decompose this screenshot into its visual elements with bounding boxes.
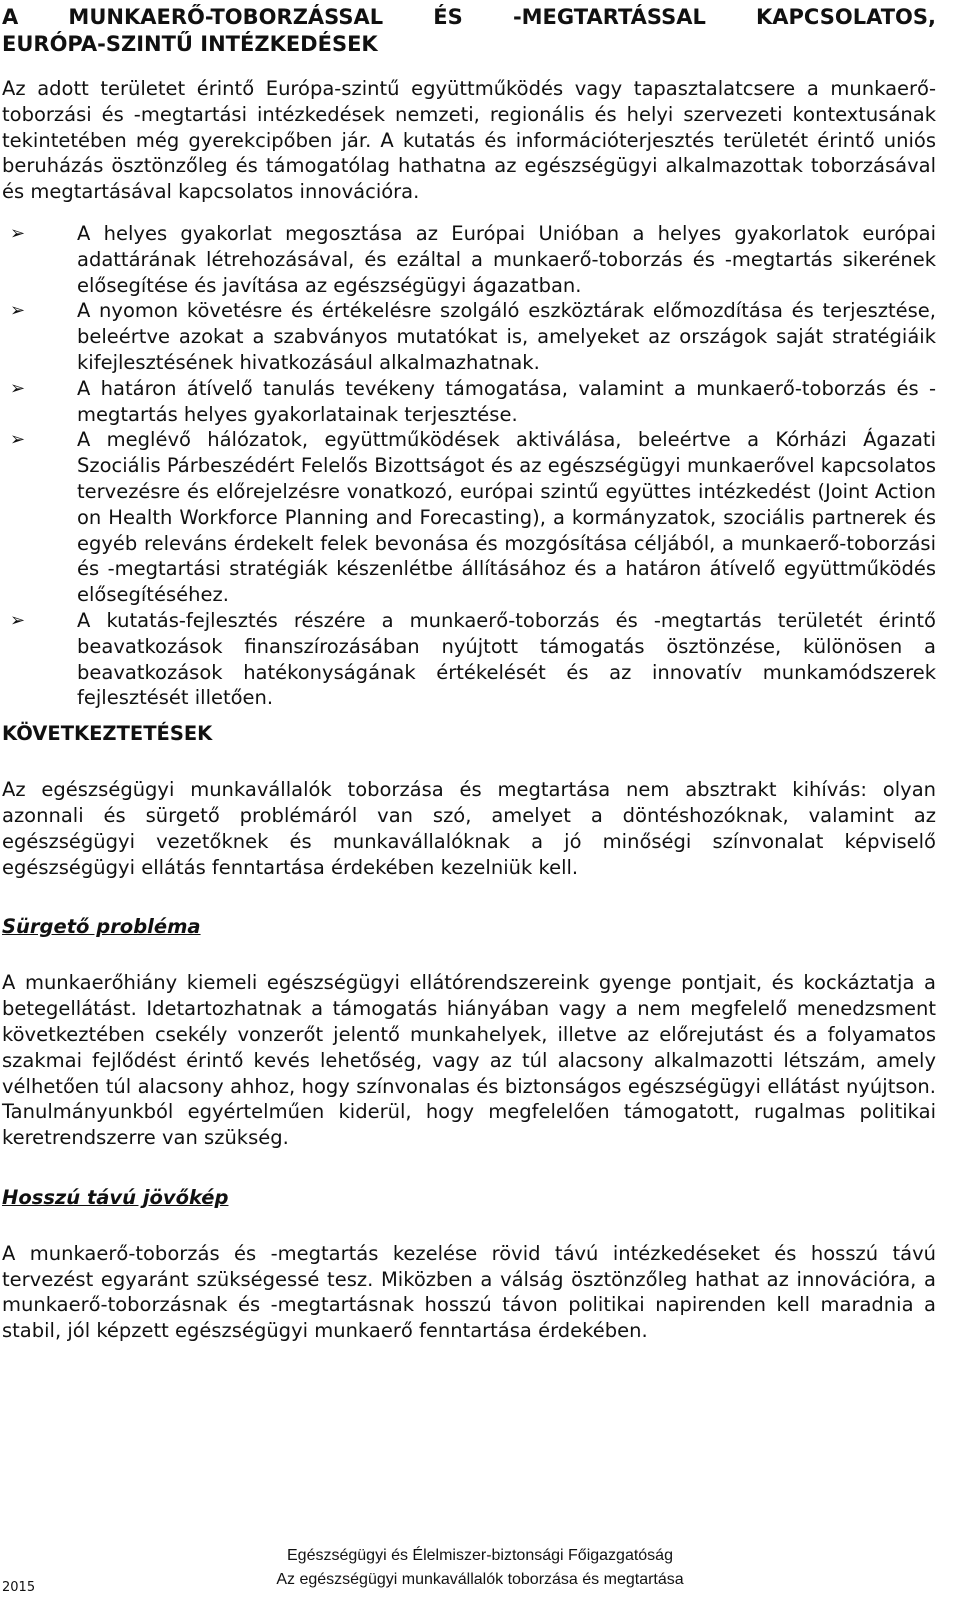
list-item	[2, 298, 936, 375]
document-body	[2, 4, 936, 1344]
list-item-text: A helyes gyakorlat megosztása az Európai Unióban a helyes gyakorlatok európai adattárának létrehozásával, és ezáltal a munkaerő-toborzás és -megtartás sikerének elősegítése és javítása az egészségügyi ágazatban.	[77, 221, 936, 297]
long-term-vision-paragraph: A munkaerő-toborzás és -megtartás kezelése rövid távú intézkedéseket és hosszú távú tervezést egyaránt szükségessé tesz. Miközben a válság ösztönzőleg hathat az innovációra, a munkaerő-toborzásnak és -megtartásnak hosszú távon politikai napirenden kell maradnia a stabil, jól képzett egészségügyi munkaerő fenntartása érdekében.	[2, 1241, 936, 1343]
title-line-2: EURÓPA-SZINTŰ INTÉZKEDÉSEK	[2, 32, 378, 56]
long-term-vision-heading: Hosszú távú jövőkép	[2, 1185, 229, 1209]
list-item	[2, 427, 936, 608]
title-line-1: A MUNKAERŐ-TOBORZÁSSAL ÉS -MEGTARTÁSSAL KAPCSOLATOS,	[2, 5, 936, 29]
list-item-text: A kutatás-fejlesztés részére a munkaerő-toborzás és -megtartás területét érintő beavatkozások finanszírozásában nyújtott támogatás ösztönzése, különösen a beavatkozások hatékonyságának értékelését és az innovatív munkamódszerek fejlesztését illetően.	[77, 608, 936, 710]
intro-paragraph: Az adott területet érintő Európa-szintű együttműködés vagy tapasztalatcsere a munkaerő-toborzási és -megtartási intézkedések nemzeti, regionális és helyi szervezeti kontextusának tekintetében még gyerekcipőben jár. A kutatás és információterjesztés területét érintő uniós beruházás ösztönzőleg és támogatólag hathatna az egészségügyi alkalmazottak toborzásával és megtartásával kapcsolatos innovációra.	[2, 77, 936, 204]
urgent-problem-paragraph: A munkaerőhiány kiemeli egészségügyi ellátórendszereink gyenge pontjait, és kockáztatja a betegellátást. Idetartozhatnak a támogatás hiányában vagy a nem megfelelő menedzsment következtében csekély vonzerőt jelentő munkahelyek, illetve az előrejutást és a folyamatos szakmai fejlődést érintő kevés lehetőség, vagy az túl alacsony alkalmazotti létszám, amely vélhetően túl alacsony ahhoz, hogy színvonalas és biztonságos egészségügyi ellátást nyújtson. Tanulmányunkból egyértelműen kiderül, hogy megfelelően támogatott, rugalmas politikai keretrendszerre van szükség.	[2, 971, 936, 1150]
footer-org-line-2: Az egészségügyi munkavállalók toborzása és megtartása	[276, 1571, 684, 1588]
footer-organization	[265, 1544, 695, 1592]
arrow-bullet-icon: ➢	[10, 222, 26, 244]
list-item-text: A nyomon követésre és értékelésre szolgáló eszköztárak előmozdítása és terjesztése, beleértve azokat a szabványos mutatókat is, amelyeket az országok saját stratégiáik kifejlesztésének hivatkozásául alkalmazhatnak.	[77, 299, 936, 374]
arrow-bullet-icon: ➢	[10, 609, 26, 631]
footer-year: 2015	[2, 1580, 36, 1595]
list-item	[2, 608, 936, 711]
list-item	[2, 221, 936, 298]
arrow-bullet-icon: ➢	[10, 429, 26, 451]
list-item-text: A meglévő hálózatok, együttműködések aktiválása, beleértve a Kórházi Ágazati Szociális Párbeszédért Felelős Bizottságot és az egészségügyi munkaerővel kapcsolatos tervezésre és előrejelzésre vonatkozó, európai szintű együttes intézkedést (Joint Action on Health Workforce Planning and Forecasting), a kormányzatok, szociális partnerek és egyéb releváns érdekelt felek bevonása és mozgósítása céljából, a munkaerő-toborzási és -megtartási stratégiák készenlétbe állításához és a határon átívelő együttműködés elősegítéséhez.	[77, 428, 936, 607]
urgent-problem-heading: Sürgető probléma	[2, 915, 201, 939]
list-item-text: A határon átívelő tanulás tevékeny támogatása, valamint a munkaerő-toborzás és -megtartás helyes gyakorlatainak terjesztése.	[77, 376, 936, 426]
arrow-bullet-icon: ➢	[10, 300, 26, 322]
page-title	[2, 4, 936, 58]
list-item	[2, 376, 936, 428]
conclusions-paragraph: Az egészségügyi munkavállalók toborzása és megtartása nem absztrakt kihívás: olyan azonnali és sürgető problémáról van szó, amelyet a döntéshozóknak, valamint az egészségügyi vezetőknek és munkavállalóknak a jó minőségi színvonalat képviselő egészségügyi ellátás fenntartása érdekében kezelniük kell.	[2, 778, 936, 879]
conclusions-heading: KÖVETKEZTETÉSEK	[2, 722, 213, 746]
measures-list	[2, 221, 936, 711]
arrow-bullet-icon: ➢	[10, 377, 26, 399]
footer-org-line-1: Egészségügyi és Élelmiszer-biztonsági Főigazgatóság	[287, 1547, 673, 1564]
page-footer	[0, 1538, 960, 1606]
